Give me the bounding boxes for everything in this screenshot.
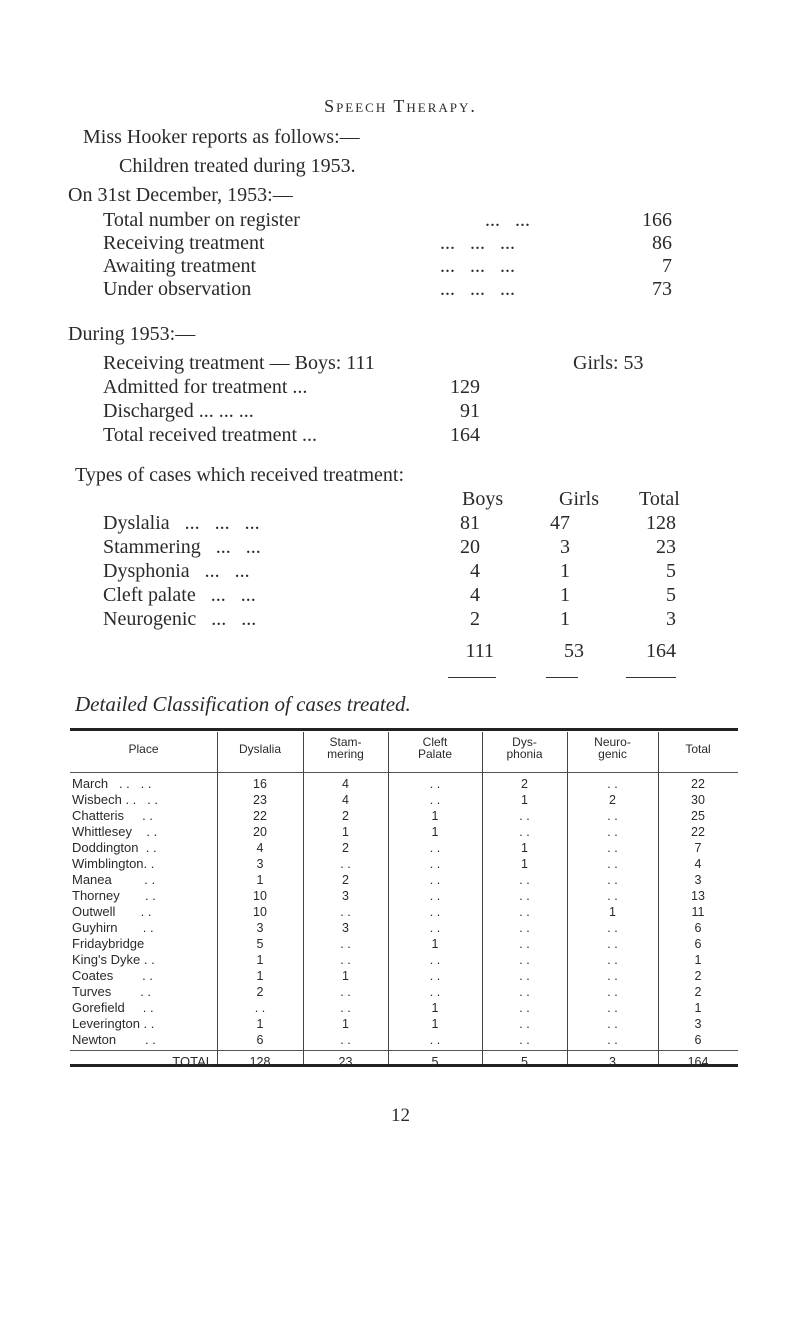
cell-cleft-palate: . . [429, 889, 441, 903]
types-row-label: Neurogenic ... ... [103, 608, 257, 630]
register-row-value: 73 [652, 278, 672, 300]
cell-dysphonia: . . [519, 921, 530, 935]
types-total-girls: 53 [564, 640, 584, 662]
types-total-total: 164 [646, 640, 676, 662]
total-stammering: 23 [338, 1055, 353, 1069]
cell-total: 30 [691, 793, 705, 807]
header-cleft-2: Palate [417, 747, 453, 761]
rule-girls [546, 677, 578, 678]
cell-total: 25 [691, 809, 705, 823]
cell-dyslalia: . . [254, 1001, 266, 1015]
detail-title: Detailed Classification of cases treated. [75, 692, 411, 716]
register-row-label: Under observation [103, 278, 252, 300]
types-row-girls: 47 [550, 512, 570, 534]
header-neurogenic-1: Neuro- [594, 735, 631, 749]
cell-neurogenic: . . [607, 889, 618, 903]
total-cleft: 5 [431, 1055, 439, 1069]
cell-total: 6 [694, 1033, 702, 1047]
cell-total: 22 [691, 777, 705, 791]
types-row-label: Stammering ... ... [103, 536, 261, 558]
cell-dyslalia: 3 [256, 857, 264, 871]
cell-dyslalia: 4 [256, 841, 264, 855]
page-heading: Speech Therapy. [324, 96, 477, 116]
rule-boys [448, 677, 496, 678]
cell-neurogenic: . . [607, 937, 618, 951]
cell-total: 3 [694, 873, 702, 887]
types-row-label: Dysphonia ... ... [103, 560, 250, 582]
types-row-boys: 81 [460, 512, 480, 534]
cell-place: Newton . . [72, 1032, 156, 1047]
admitted-label: Admitted for treatment ... [103, 376, 308, 398]
cell-cleft-palate: . . [429, 793, 441, 807]
cell-stammering: 1 [342, 1017, 349, 1031]
cell-neurogenic: . . [607, 1017, 618, 1031]
header-dysphonia-2: phonia [506, 747, 543, 761]
cell-dysphonia: . . [519, 825, 530, 839]
cell-dysphonia: 2 [521, 777, 528, 791]
cell-dysphonia: . . [519, 889, 530, 903]
types-row-girls: 1 [560, 608, 570, 630]
cell-cleft-palate: . . [429, 921, 441, 935]
header-stammering-1: Stam- [329, 735, 362, 749]
cell-cleft-palate: 1 [431, 1017, 439, 1031]
cell-neurogenic: . . [607, 873, 618, 887]
cell-stammering: 4 [342, 777, 349, 791]
total-received-value: 164 [450, 424, 480, 446]
cell-dyslalia: 1 [256, 873, 264, 887]
register-title: On 31st December, 1953:— [68, 184, 293, 206]
cell-stammering: . . [340, 985, 351, 999]
receiving-treatment-line: Receiving treatment — Boys: 111 [103, 352, 375, 374]
cell-dysphonia: . . [519, 809, 530, 823]
cell-place: King's Dyke . . [72, 952, 155, 967]
register-row-dots: ... ... ... [440, 232, 515, 254]
cell-total: 2 [694, 969, 702, 983]
cell-dysphonia: . . [519, 1001, 530, 1015]
types-row-girls: 3 [560, 536, 570, 558]
types-title: Types of cases which received treatment: [75, 464, 405, 486]
cell-cleft-palate: . . [429, 985, 441, 999]
cell-total: 6 [694, 921, 702, 935]
cell-dysphonia: . . [519, 985, 530, 999]
total-dysphonia: 5 [521, 1055, 528, 1069]
header-total: Total [685, 742, 711, 756]
register-row-dots: ... ... ... [440, 255, 515, 277]
period-text: Children treated during 1953. [119, 155, 356, 177]
register-row-dots: ... ... ... [440, 278, 515, 300]
discharged-label: Discharged ... ... ... [103, 400, 254, 422]
total-total: 164 [687, 1055, 709, 1069]
register-row-value: 166 [642, 209, 672, 231]
cell-stammering: 1 [342, 825, 349, 839]
cell-stammering: 2 [342, 809, 349, 823]
cell-total: 22 [691, 825, 705, 839]
cell-total: 3 [694, 1017, 702, 1031]
types-row-girls: 1 [560, 560, 570, 582]
types-col-boys: Boys [462, 488, 504, 510]
cell-place: Wisbech . . . . [72, 792, 158, 807]
types-row-label: Cleft palate ... ... [103, 584, 256, 606]
cell-neurogenic: . . [607, 1001, 618, 1015]
cell-stammering: 4 [342, 793, 349, 807]
total-dyslalia: 128 [249, 1055, 271, 1069]
register-row-label: Awaiting treatment [103, 255, 257, 277]
cell-place: Wimblington. . [72, 856, 155, 871]
cell-place: Gorefield . . [72, 1000, 154, 1015]
cell-dysphonia: . . [519, 1033, 530, 1047]
cell-dysphonia: . . [519, 873, 530, 887]
cell-stammering: . . [340, 937, 351, 951]
cell-total: 1 [694, 953, 702, 967]
total-neurogenic: 3 [609, 1055, 616, 1069]
cell-place: Whittlesey . . [72, 824, 158, 839]
cell-stammering: . . [340, 1033, 351, 1047]
cell-cleft-palate: 1 [431, 809, 439, 823]
cell-neurogenic: . . [607, 953, 618, 967]
cell-dyslalia: 1 [256, 969, 264, 983]
cell-place: Thorney . . [72, 888, 156, 903]
cell-stammering: 1 [342, 969, 349, 983]
cell-dyslalia: 23 [253, 793, 267, 807]
header-dyslalia: Dyslalia [238, 742, 281, 756]
rule-total [626, 677, 676, 678]
cell-cleft-palate: . . [429, 777, 441, 791]
types-row-total: 5 [666, 560, 676, 582]
cell-dyslalia: 5 [256, 937, 264, 951]
cell-cleft-palate: 1 [431, 937, 439, 951]
header-place: Place [128, 742, 159, 756]
admitted-value: 129 [450, 376, 480, 398]
types-row-boys: 4 [470, 584, 480, 606]
cell-total: 7 [694, 841, 702, 855]
header-stammering-2: mering [327, 747, 364, 761]
cell-cleft-palate: . . [429, 953, 441, 967]
cell-dyslalia: 2 [256, 985, 264, 999]
cell-cleft-palate: . . [429, 841, 441, 855]
cell-neurogenic: . . [607, 969, 618, 983]
types-total-boys: 111 [465, 640, 494, 662]
types-row-total: 128 [646, 512, 676, 534]
cell-cleft-palate: . . [429, 1033, 441, 1047]
types-col-total: Total [639, 488, 680, 510]
cell-stammering: . . [340, 1001, 351, 1015]
cell-stammering: . . [340, 953, 351, 967]
cell-dyslalia: 10 [253, 889, 267, 903]
cell-total: 11 [691, 905, 705, 919]
cell-dysphonia: . . [519, 937, 530, 951]
intro-text: Miss Hooker reports as follows:— [83, 126, 360, 148]
cell-place: Leverington . . [72, 1016, 155, 1031]
cell-place: Guyhirn . . [72, 920, 154, 935]
cell-stammering: . . [340, 857, 351, 871]
cell-neurogenic: . . [607, 985, 618, 999]
cell-dyslalia: 6 [256, 1033, 264, 1047]
types-row-boys: 20 [460, 536, 480, 558]
cell-dyslalia: 10 [253, 905, 267, 919]
header-dysphonia-1: Dys- [512, 735, 537, 749]
cell-stammering: . . [340, 905, 351, 919]
types-row-label: Dyslalia ... ... ... [103, 512, 260, 534]
table-total-rule [70, 1050, 738, 1051]
cell-cleft-palate: 1 [431, 825, 439, 839]
types-row-boys: 2 [470, 608, 480, 630]
cell-place: March . . . . [72, 776, 152, 791]
cell-place: Fridaybridge [72, 936, 145, 951]
cell-dyslalia: 16 [253, 777, 267, 791]
header-cleft-1: Cleft [422, 735, 448, 749]
cell-total: 1 [694, 1001, 702, 1015]
register-row-label: Total number on register [103, 209, 300, 231]
cell-neurogenic: . . [607, 809, 618, 823]
cell-total: 4 [694, 857, 702, 871]
cell-stammering: 2 [342, 873, 349, 887]
cell-dyslalia: 3 [256, 921, 264, 935]
cell-dyslalia: 1 [256, 953, 264, 967]
cell-neurogenic: . . [607, 825, 618, 839]
types-row-total: 3 [666, 608, 676, 630]
cell-place: Outwell . . [72, 904, 152, 919]
total-received-label: Total received treatment ... [103, 424, 318, 446]
header-neurogenic-2: genic [598, 747, 627, 761]
cell-cleft-palate: . . [429, 873, 441, 887]
cell-total: 2 [694, 985, 702, 999]
register-row-label: Receiving treatment [103, 232, 265, 254]
register-row-value: 86 [652, 232, 672, 254]
register-row-dots: ... ... [485, 209, 530, 231]
total-label: TOTAL [172, 1054, 213, 1069]
cell-neurogenic: 2 [609, 793, 616, 807]
types-row-total: 23 [656, 536, 676, 558]
cell-total: 13 [691, 889, 705, 903]
cell-neurogenic: . . [607, 777, 618, 791]
during-title: During 1953:— [68, 323, 196, 345]
receiving-girls: Girls: 53 [573, 352, 644, 374]
cell-dyslalia: 1 [256, 1017, 264, 1031]
cell-neurogenic: 1 [609, 905, 616, 919]
table-top-rule [70, 728, 738, 731]
cell-total: 6 [694, 937, 702, 951]
cell-place: Chatteris . . [72, 808, 153, 823]
register-row-value: 7 [662, 255, 672, 277]
cell-stammering: 3 [342, 921, 349, 935]
cell-cleft-palate: . . [429, 905, 441, 919]
cell-neurogenic: . . [607, 1033, 618, 1047]
cell-neurogenic: . . [607, 921, 618, 935]
types-row-total: 5 [666, 584, 676, 606]
cell-neurogenic: . . [607, 841, 618, 855]
cell-dysphonia: 1 [521, 857, 528, 871]
types-row-boys: 4 [470, 560, 480, 582]
cell-dysphonia: . . [519, 1017, 530, 1031]
cell-neurogenic: . . [607, 857, 618, 871]
cell-dysphonia: 1 [521, 841, 528, 855]
cell-place: Doddington . . [72, 840, 157, 855]
cell-dysphonia: . . [519, 905, 530, 919]
detail-table [70, 728, 738, 1068]
cell-place: Coates . . [72, 968, 153, 983]
cell-cleft-palate: . . [429, 857, 441, 871]
cell-dysphonia: . . [519, 953, 530, 967]
cell-place: Manea . . [72, 872, 156, 887]
cell-dyslalia: 22 [253, 809, 267, 823]
types-row-girls: 1 [560, 584, 570, 606]
table-header-rule [70, 772, 738, 773]
cell-dysphonia: 1 [521, 793, 528, 807]
cell-cleft-palate: 1 [431, 1001, 439, 1015]
types-col-girls: Girls [559, 488, 599, 510]
cell-stammering: 2 [342, 841, 349, 855]
page-number: 12 [391, 1105, 410, 1126]
cell-dyslalia: 20 [253, 825, 267, 839]
cell-cleft-palate: . . [429, 969, 441, 983]
cell-dysphonia: . . [519, 969, 530, 983]
cell-stammering: 3 [342, 889, 349, 903]
discharged-value: 91 [460, 400, 480, 422]
cell-place: Turves . . [72, 984, 151, 999]
